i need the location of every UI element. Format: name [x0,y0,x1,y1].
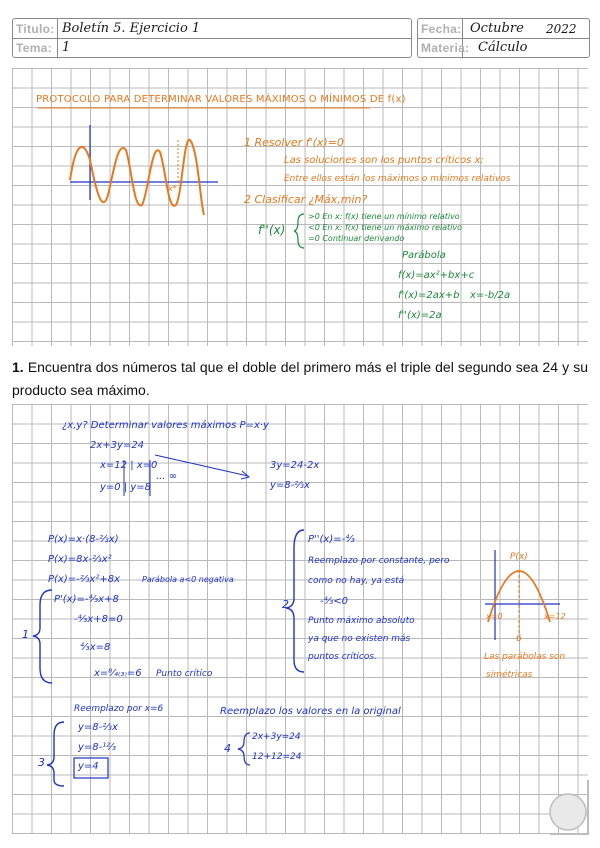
step-number-2: 2 [282,598,289,611]
step2-line-3: -⁴⁄₃<0 [320,596,349,607]
solution-question: ¿x,y? Determinar valores máximos P=x·y [62,420,269,431]
graph-label: P(x) [510,552,528,562]
problem-text: Encuentra dos números tal que el doble del primero más el triple del segundo sea 24 y su producto sea máximo. [12,359,588,398]
table-dots: ... ∞ [156,471,178,482]
constraint-equation: 2x+3y=24 [90,440,145,451]
derivative-line-3: ⁴⁄₃x=8 [80,642,111,653]
case3-text: =0 Continuar derivando [308,234,405,243]
step1-note1: Las soluciones son los puntos críticos x: [284,155,484,166]
solve-y-2: y=8-⅔x [270,480,310,491]
table-x-row: x=12 | x=0 [100,460,158,471]
step3-line-1: y=8-⅔x [78,722,118,733]
parabola-vertex: x=-b/2a [470,290,511,301]
step-number-4: 4 [224,742,231,755]
step-number-3: 3 [38,756,45,769]
step2-line-6: puntos críticos. [308,652,377,662]
second-derivative-value: P''(x)=-⁴⁄₃ [308,534,355,545]
protocol-title: PROTOCOLO PARA DETERMINAR VALORES MÁXIMOS O MÍNIMOS DE f(x) [36,94,406,105]
graph-x12: x=12 [544,612,566,621]
table-y-row: y=0 | y=8 [100,482,152,493]
product-line-3-note: Parábola a<0 negativa [142,575,234,584]
tema-value: 1 [62,40,71,55]
step4-line-2: 12+12=24 [252,752,302,762]
derivative-line-2: -⁴⁄₃x+8=0 [74,614,123,625]
step4-title: Reemplazo los valores en la original [220,706,401,717]
fecha-value: Octubre [470,21,524,36]
step1-text: 1 Resolver f'(x)=0 [244,136,344,149]
materia-value: Cálculo [478,40,528,55]
step4-line-1: 2x+3y=24 [252,732,301,742]
step3-line-2: y=8-¹²⁄₃ [78,742,116,753]
graph-note-2: simétricas [486,670,533,680]
step2-text: 2 Clasificar ¿Máx,min? [244,193,368,206]
x-star-label: x* [168,184,177,193]
materia-label: Materia: [421,41,470,55]
product-line-1: P(x)=x·(8-⅔x) [48,534,119,545]
titulo-value: Boletín 5. Ejercicio 1 [62,21,201,36]
step3-title: Reemplazo por x=6 [74,704,164,714]
titulo-label: Titulo: [16,22,55,36]
tema-label: Tema: [16,41,52,55]
step1-note2: Entre ellos están los máximos o mínimos relativos [284,174,511,184]
parabola-f: f(x)=ax²+bx+c [398,270,475,281]
parabola-f2: f''(x)=2a [398,310,442,321]
graph-note-1: Las parábolas son [484,652,566,662]
solve-y-1: 3y=24-2x [270,460,320,471]
graph-x0: x=0 [486,612,503,621]
fecha-year: 2022 [546,22,577,36]
problem-number: 1. [12,359,24,375]
fecha-label: Fecha: [421,22,462,36]
parabola-f1: f'(x)=2ax+b [398,290,460,301]
product-line-2: P(x)=8x-⅔x² [48,554,112,565]
step2-line-5: ya que no existen más [308,634,411,644]
parabola-title: Parábola [402,250,446,261]
step3-line-3: y=4 [78,761,99,772]
step-number-1: 1 [22,628,29,641]
case1-text: >0 En x: f(x) tiene un mínimo relativo [308,212,460,221]
second-derivative-label: f''(x) [258,223,286,237]
step2-line-2: como no hay, ya está [308,576,405,586]
critical-point-note: Punto crítico [156,669,213,679]
derivative-line-4: x=⁸⁄₄₍₃₎=6 [94,668,142,679]
case2-text: <0 En x: f(x) tiene un máximo relativo [308,223,463,232]
step2-line-4: Punto máximo absoluto [308,616,415,626]
derivative-line-1: P'(x)=-⁴⁄₃x+8 [54,594,119,605]
product-line-3: P(x)=-⅔x²+8x [48,574,121,585]
step2-line-1: Reemplazo por constante, pero [308,556,450,566]
graph-six: 6 [516,634,522,644]
